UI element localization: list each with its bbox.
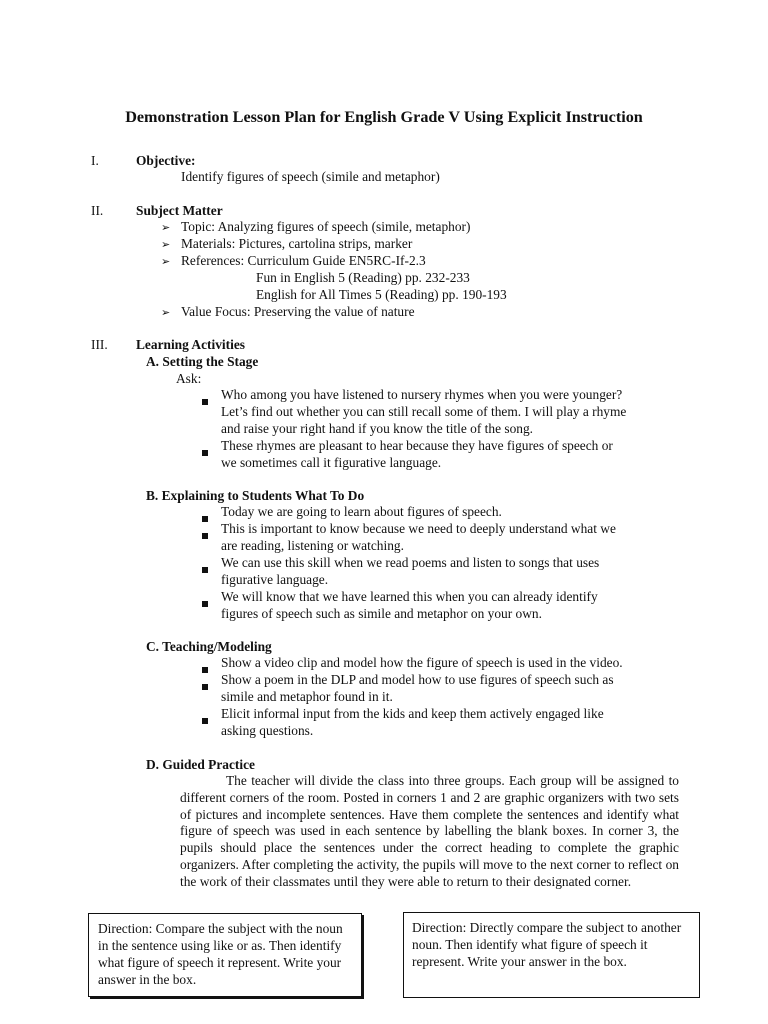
setting-stage-heading: A. Setting the Stage [146, 354, 259, 369]
explaining-line: We can use this skill when we read poems and listen to songs that uses [221, 555, 600, 570]
section-numeral-1: I. [91, 153, 99, 168]
guided-practice-heading: D. Guided Practice [146, 757, 255, 772]
section-numeral-2: II. [91, 203, 104, 218]
explaining-line: We will know that we have learned this when you can already identify [221, 589, 598, 604]
square-bullet-icon [202, 444, 208, 460]
explaining-line: are reading, listening or watching. [221, 538, 404, 553]
setting-stage-line: we sometimes call it figurative language. [221, 455, 442, 470]
arrow-bullet-icon: ➢ [161, 307, 171, 319]
setting-stage-line: and raise your right hand if you know the title of the song. [221, 421, 534, 436]
guided-practice-paragraph: The teacher will divide the class into three groups. Each group will be assigned to different corners of the room. Posted in corners 1 and 2 are graphic organizers with two sets of pictures and incomplete sentences. Have them complete the sentences and identify what figure of speech was used in each sentence by labelling the blank boxes. In corner 3, the pupils should place the sentences under the correct heading to complete the graphic organizers. After completing the activity, the pupils will move to the next corner to reflect on the work of their classmates until they were able to return to their designated corner. [180, 773, 679, 889]
topic-line: Topic: Analyzing figures of speech (simile, metaphor) [181, 219, 471, 234]
explaining-line: This is important to know because we need to deeply understand what we [221, 521, 616, 536]
teaching-line: Show a poem in the DLP and model how to use figures of speech such as [221, 672, 614, 687]
reference-item: Fun in English 5 (Reading) pp. 232-233 [256, 270, 470, 285]
explaining-line: figurative language. [221, 572, 329, 587]
arrow-bullet-icon: ➢ [161, 239, 171, 251]
value-focus-line: Value Focus: Preserving the value of nature [181, 304, 415, 319]
setting-stage-line: Let’s find out whether you can still recall some of them. I will play a rhyme [221, 404, 627, 419]
direction-box-simile [88, 913, 362, 997]
square-bullet-icon [202, 510, 208, 526]
teaching-line: asking questions. [221, 723, 314, 738]
square-bullet-icon [202, 595, 208, 611]
square-bullet-icon [202, 712, 208, 728]
teaching-line: Show a video clip and model how the figure of speech is used in the video. [221, 655, 623, 670]
teaching-line: simile and metaphor found in it. [221, 689, 393, 704]
references-line: References: Curriculum Guide EN5RC-If-2.3 [181, 253, 426, 268]
setting-stage-line: These rhymes are pleasant to hear because they have figures of speech or [221, 438, 613, 453]
explaining-line: figures of speech such as simile and metaphor on your own. [221, 606, 542, 621]
objective-text: Identify figures of speech (simile and metaphor) [181, 169, 440, 184]
teaching-modeling-heading: C. Teaching/Modeling [146, 639, 272, 654]
square-bullet-icon [202, 561, 208, 577]
explaining-heading: B. Explaining to Students What To Do [146, 488, 365, 503]
direction-text-simile: Direction: Compare the subject with the noun in the sentence using like or as. Then identify what figure of speech it represent. Write your answer in the box. [98, 921, 343, 987]
section-numeral-3: III. [91, 337, 108, 352]
setting-stage-line: Who among you have listened to nursery rhymes when you were younger? [221, 387, 623, 402]
direction-text-metaphor: Direction: Directly compare the subject to another noun. Then identify what figure of speech it represent. Write your answer in the box. [412, 920, 682, 969]
subject-matter-heading: Subject Matter [136, 203, 223, 218]
square-bullet-icon [202, 527, 208, 543]
explaining-line: Today we are going to learn about figures of speech. [221, 504, 502, 519]
ask-label: Ask: [176, 371, 202, 386]
document-title: Demonstration Lesson Plan for English Grade V Using Explicit Instruction [125, 108, 643, 126]
square-bullet-icon [202, 678, 208, 694]
objective-heading: Objective: [136, 153, 196, 168]
arrow-bullet-icon: ➢ [161, 256, 171, 268]
reference-item: English for All Times 5 (Reading) pp. 190-193 [256, 287, 507, 302]
square-bullet-icon [202, 393, 208, 409]
square-bullet-icon [202, 661, 208, 677]
learning-activities-heading: Learning Activities [136, 337, 245, 352]
direction-box-metaphor [403, 912, 700, 998]
arrow-bullet-icon: ➢ [161, 222, 171, 234]
teaching-line: Elicit informal input from the kids and keep them actively engaged like [221, 706, 604, 721]
materials-line: Materials: Pictures, cartolina strips, marker [181, 236, 413, 251]
